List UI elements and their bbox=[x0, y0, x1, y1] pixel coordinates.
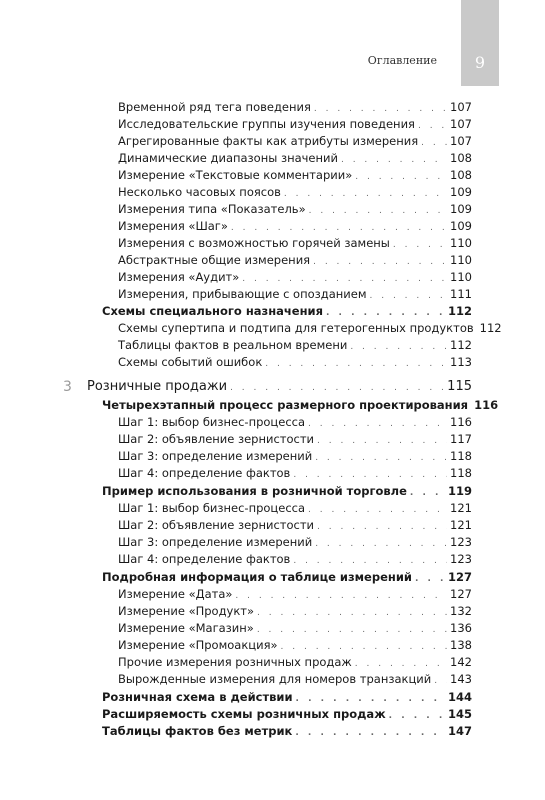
toc-entry-title: Измерения «Аудит» bbox=[118, 270, 240, 284]
toc-entry-title: Измерения, прибывающие с опозданием bbox=[118, 287, 367, 301]
toc-entry-page: 112 bbox=[450, 338, 472, 352]
toc-entry-title: Розничные продажи bbox=[87, 379, 228, 394]
dot-leader bbox=[370, 289, 448, 303]
toc-entry-page: 107 bbox=[450, 134, 472, 148]
toc-entry[interactable] bbox=[118, 432, 472, 448]
toc-entry-page: 147 bbox=[447, 724, 472, 738]
toc-entry-page: 127 bbox=[447, 570, 472, 584]
toc-entry-title: Таблицы фактов в реальном времени bbox=[118, 338, 348, 352]
toc-entry[interactable] bbox=[118, 466, 472, 482]
page-number: 9 bbox=[474, 53, 486, 72]
dot-leader bbox=[230, 381, 444, 395]
toc-entry-title: Таблицы фактов без метрик bbox=[102, 724, 293, 738]
toc-entry[interactable] bbox=[118, 552, 472, 568]
toc-entry-title: Измерения «Шаг» bbox=[118, 219, 228, 233]
toc-entry-page: 113 bbox=[450, 355, 472, 369]
toc-entry-page: 108 bbox=[450, 151, 472, 165]
toc-entry-title: Измерение «Продукт» bbox=[118, 604, 255, 618]
toc-entry-page: 145 bbox=[447, 707, 472, 721]
toc-entry[interactable] bbox=[102, 570, 472, 586]
toc-entry-page: 109 bbox=[450, 219, 472, 233]
dot-leader bbox=[315, 451, 447, 465]
dot-leader bbox=[355, 170, 447, 184]
toc-entry-page: 136 bbox=[450, 621, 472, 635]
toc-entry-title: Шаг 3: определение измерений bbox=[118, 449, 313, 463]
toc-entry-page: 132 bbox=[450, 604, 472, 618]
toc-entry-title: Схемы событий ошибок bbox=[118, 355, 263, 369]
toc-entry-title: Измерения типа «Показатель» bbox=[118, 202, 306, 216]
dot-leader bbox=[265, 357, 447, 371]
toc-entry-page: 117 bbox=[450, 432, 472, 446]
toc-entry-title: Временной ряд тега поведения bbox=[118, 100, 311, 114]
toc-entry-title: Измерение «Дата» bbox=[118, 587, 233, 601]
toc-entry[interactable] bbox=[118, 355, 472, 371]
dot-leader bbox=[309, 204, 447, 218]
toc-entry-title: Четырехэтапный процесс размерного проектирования bbox=[102, 398, 469, 412]
toc-entry-page: 110 bbox=[450, 270, 472, 284]
toc-entry-title: Измерение «Промоакция» bbox=[118, 638, 278, 652]
dot-leader bbox=[326, 306, 445, 320]
toc-entry[interactable] bbox=[118, 117, 472, 133]
toc-entry-page: 127 bbox=[450, 587, 472, 601]
toc-entry-page: 116 bbox=[474, 398, 499, 412]
dot-leader bbox=[389, 709, 445, 723]
toc-entry-title: Несколько часовых поясов bbox=[118, 185, 281, 199]
toc-entry-title: Подробная информация о таблице измерений bbox=[102, 570, 412, 584]
toc-entry-page: 118 bbox=[450, 449, 472, 463]
dot-leader bbox=[257, 623, 447, 637]
toc-entry-page: 116 bbox=[450, 415, 472, 429]
toc-entry[interactable] bbox=[118, 321, 502, 337]
toc-entry[interactable] bbox=[118, 655, 472, 671]
toc-entry[interactable] bbox=[118, 270, 472, 286]
toc-entry-page: 142 bbox=[450, 655, 472, 669]
toc-entry-title: Динамические диапазоны значений bbox=[118, 151, 338, 165]
toc-entry[interactable] bbox=[118, 219, 472, 235]
toc-entry[interactable] bbox=[118, 535, 472, 551]
toc-entry-page: 121 bbox=[450, 501, 472, 515]
toc-entry[interactable] bbox=[118, 518, 472, 534]
toc-entry-page: 112 bbox=[447, 304, 472, 318]
dot-leader bbox=[355, 657, 447, 671]
dot-leader bbox=[418, 119, 447, 133]
toc-entry-title: Шаг 1: выбор бизнес-процесса bbox=[118, 501, 306, 515]
toc-entry-page: 123 bbox=[450, 535, 472, 549]
toc-entry-page: 110 bbox=[450, 253, 472, 267]
dot-leader bbox=[231, 221, 447, 235]
dot-leader bbox=[313, 255, 447, 269]
toc-entry[interactable] bbox=[87, 380, 472, 395]
dot-leader bbox=[415, 572, 445, 586]
dot-leader bbox=[281, 640, 448, 654]
toc-entry-page: 112 bbox=[479, 321, 502, 335]
dot-leader bbox=[434, 674, 447, 688]
toc-entry[interactable] bbox=[118, 638, 472, 654]
dot-leader bbox=[295, 726, 445, 740]
toc-entry-title: Схемы специального назначения bbox=[102, 304, 323, 318]
toc-entry-page: 109 bbox=[450, 202, 472, 216]
toc-entry[interactable] bbox=[118, 202, 472, 218]
toc-entry-page: 118 bbox=[450, 466, 472, 480]
toc-entry[interactable] bbox=[102, 707, 472, 723]
toc-entry-title: Шаг 4: определение фактов bbox=[118, 466, 291, 480]
toc-entry-title: Прочие измерения розничных продаж bbox=[118, 655, 352, 669]
toc-entry-page: 144 bbox=[447, 690, 472, 704]
toc-entry[interactable] bbox=[102, 690, 472, 706]
dot-leader bbox=[284, 187, 447, 201]
dot-leader bbox=[317, 434, 447, 448]
toc-entry-title: Розничная схема в действии bbox=[102, 690, 293, 704]
dot-leader bbox=[410, 486, 445, 500]
dot-leader bbox=[317, 520, 447, 534]
dot-leader bbox=[350, 340, 447, 354]
toc-entry[interactable] bbox=[118, 415, 472, 431]
toc-entry[interactable] bbox=[118, 449, 472, 465]
dot-leader bbox=[257, 606, 447, 620]
toc-entry-title: Расширяемость схемы розничных продаж bbox=[102, 707, 386, 721]
toc-entry[interactable] bbox=[118, 236, 472, 252]
dot-leader bbox=[314, 102, 447, 116]
dot-leader bbox=[293, 554, 447, 568]
toc-entry-title: Пример использования в розничной торговле bbox=[102, 484, 407, 498]
toc-entry-title: Шаг 2: объявление зернистости bbox=[118, 518, 315, 532]
toc-entry-page: 123 bbox=[450, 552, 472, 566]
dot-leader bbox=[235, 589, 447, 603]
toc-entry[interactable] bbox=[118, 134, 472, 150]
toc-entry[interactable] bbox=[102, 724, 472, 740]
toc-entry[interactable] bbox=[118, 287, 472, 303]
toc-entry-title: Вырожденные измерения для номеров транзакций bbox=[118, 672, 432, 686]
toc-entry[interactable] bbox=[118, 621, 472, 637]
toc-entry[interactable] bbox=[118, 151, 472, 167]
toc-entry-title: Схемы супертипа и подтипа для гетерогенных продуктов bbox=[118, 321, 474, 335]
toc-entry[interactable] bbox=[118, 587, 472, 603]
toc-entry-page: 121 bbox=[450, 518, 472, 532]
toc-entry[interactable] bbox=[118, 501, 472, 517]
dot-leader bbox=[293, 468, 447, 482]
toc-entry[interactable] bbox=[118, 338, 472, 354]
toc-entry-title: Шаг 3: определение измерений bbox=[118, 535, 313, 549]
dot-leader bbox=[308, 503, 447, 517]
toc-entry-page: 143 bbox=[450, 672, 472, 686]
dot-leader bbox=[296, 692, 445, 706]
toc-entry-title: Шаг 2: объявление зернистости bbox=[118, 432, 315, 446]
toc-entry-title: Измерение «Магазин» bbox=[118, 621, 254, 635]
toc-entry[interactable] bbox=[102, 398, 499, 414]
toc-entry-page: 108 bbox=[450, 168, 472, 182]
toc-entry-title: Шаг 1: выбор бизнес-процесса bbox=[118, 415, 306, 429]
toc-entry[interactable] bbox=[118, 185, 472, 201]
dot-leader bbox=[308, 417, 447, 431]
dot-leader bbox=[421, 136, 447, 150]
toc-entry-page: 110 bbox=[450, 236, 472, 250]
toc-entry[interactable] bbox=[118, 604, 472, 620]
toc-entry-page: 107 bbox=[450, 100, 472, 114]
dot-leader bbox=[242, 272, 447, 286]
toc-entry-page: 111 bbox=[450, 287, 472, 301]
toc-entry[interactable] bbox=[118, 168, 472, 184]
toc-entry-title: Измерение «Текстовые комментарии» bbox=[118, 168, 353, 182]
dot-leader bbox=[341, 153, 447, 167]
toc-entry-title: Агрегированные факты как атрибуты измерения bbox=[118, 134, 419, 148]
toc-entry[interactable] bbox=[118, 100, 472, 116]
toc-entry[interactable] bbox=[118, 672, 472, 688]
toc-entry-title: Шаг 4: определение фактов bbox=[118, 552, 291, 566]
toc-entry-page: 119 bbox=[447, 484, 472, 498]
toc-entry-page: 115 bbox=[447, 379, 472, 394]
toc-entry-title: Абстрактные общие измерения bbox=[118, 253, 311, 267]
chapter-number: 3 bbox=[63, 379, 72, 395]
toc-entry-page: 107 bbox=[450, 117, 472, 131]
toc-entry[interactable] bbox=[102, 304, 472, 320]
page-number-tab bbox=[461, 0, 499, 86]
toc-entry[interactable] bbox=[118, 253, 472, 269]
toc-entry-page: 138 bbox=[450, 638, 472, 652]
toc-entry[interactable] bbox=[102, 484, 472, 500]
dot-leader bbox=[315, 537, 447, 551]
toc-entry-title: Измерения с возможностью горячей замены bbox=[118, 236, 390, 250]
toc-entry-page: 109 bbox=[450, 185, 472, 199]
toc-entry-title: Исследовательские группы изучения поведения bbox=[118, 117, 415, 131]
dot-leader bbox=[393, 238, 447, 252]
running-title: Оглавление bbox=[367, 54, 437, 67]
